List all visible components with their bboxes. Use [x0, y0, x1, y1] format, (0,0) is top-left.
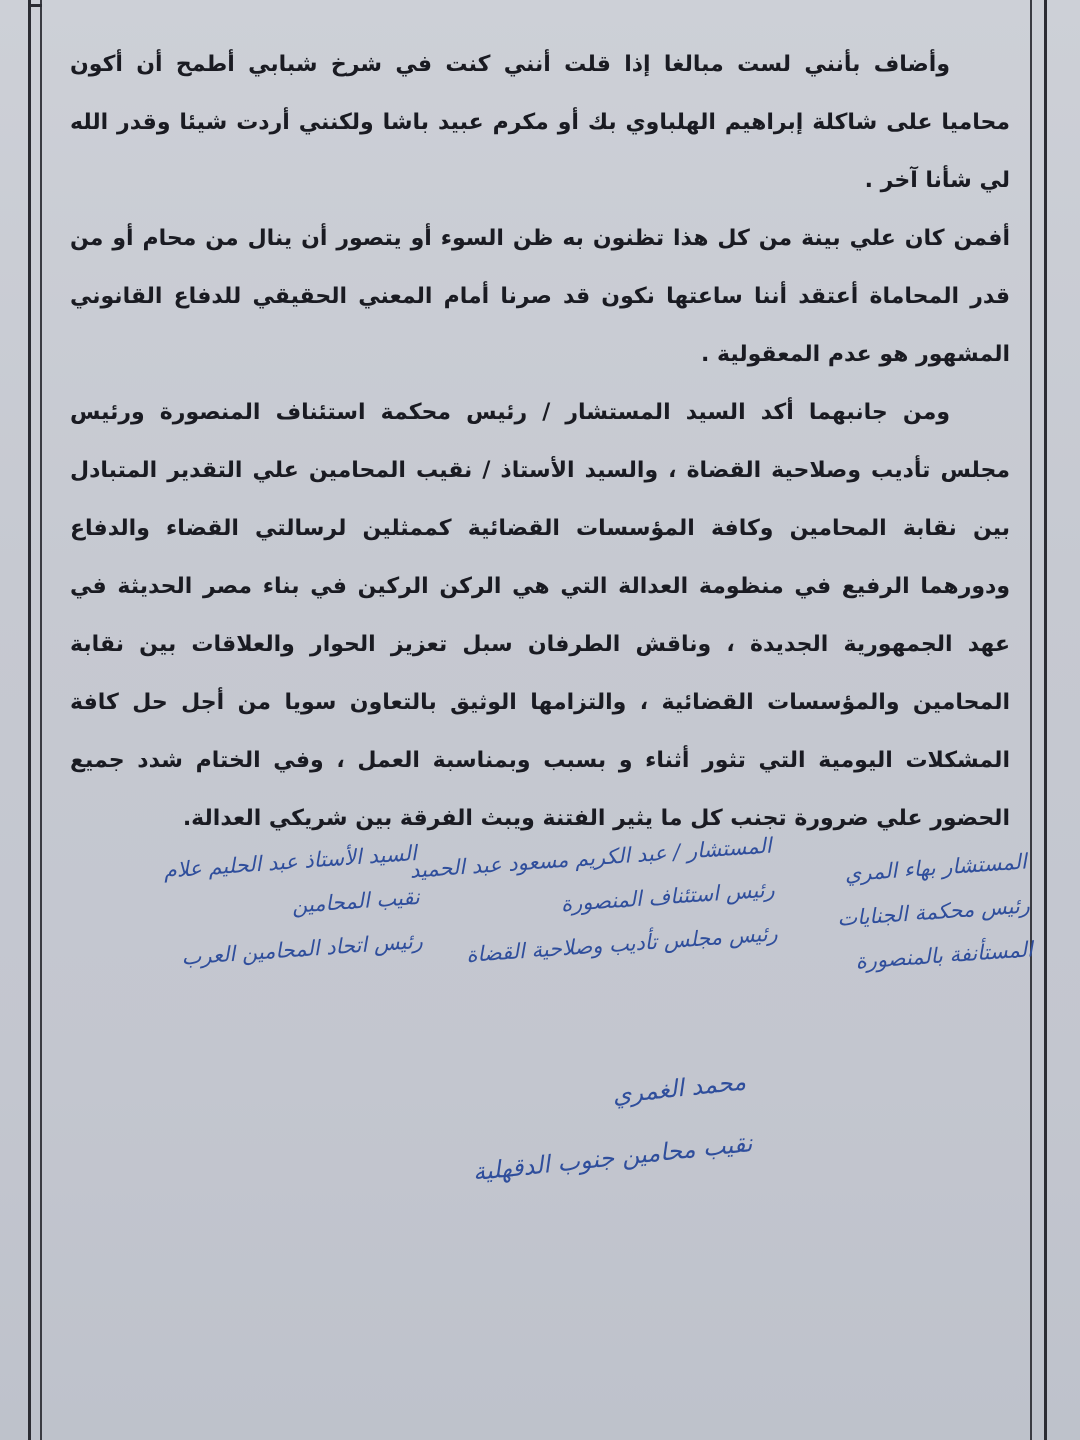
- signature-left-name: السيد الأستاذ عبد الحليم علام: [162, 840, 418, 883]
- paragraph-2: أفمن كان علي بينة من كل هذا تظنون به ظن السوء أو يتصور أن ينال من محام أو من قدر المحاماة أعتقد أننا ساعتها نكون قد صرنا أمام المعني الحقيقي للدفاع القانوني المشهور هو عدم المعقولية .: [70, 226, 1010, 367]
- signature-left: [96, 831, 424, 985]
- signature-right: [776, 839, 1035, 988]
- frame-line-right-inner: [1030, 0, 1032, 1440]
- frame-line-left-outer: [28, 0, 31, 1440]
- frame-line-right-outer: [1044, 0, 1047, 1440]
- signature-right-name: المستشار بهاء المري: [843, 849, 1028, 887]
- frame-corner-mark: [30, 4, 42, 19]
- signature-right-title: رئيس محكمة الجنايات: [836, 893, 1031, 931]
- signature-left-union: رئيس اتحاد المحامين العرب: [180, 928, 424, 970]
- signature-center-title: رئيس استئناف المنصورة: [560, 877, 776, 917]
- signature-center-name: المستشار / عبد الكريم مسعود عبد الحميد: [408, 833, 773, 883]
- paragraph-3: ومن جانبهما أكد السيد المستشار / رئيس محكمة استئناف المنصورة ورئيس مجلس تأديب وصلاحية القضاة ، والسيد الأستاذ / نقيب المحامين علي التقدير المتبادل بين نقابة المحامين وكافة المؤسسات القضائية كممثلين لرسالتي القضاء والدفاع ودورهما الرفيع في منظومة العدالة التي هي الركن الركين في بناء مصر الحديثة في عهد الجمهورية الجديدة ، وناقش الطرفان سبل تعزيز الحوار والعلاقات بين نقابة المحامين والمؤسسات القضائية ، والتزامها الوثيق بالتعاون سويا من أجل حل كافة المشكلات اليومية التي تثور أثناء و بسبب وبمناسبة العمل ، وفي الختام شدد جميع الحضور علي ضرورة تجنب كل ما يثير الفتنة ويبث الفرقة بين شريكي العدالة.: [70, 400, 1010, 831]
- signature-bottom: [365, 1050, 756, 1213]
- signature-right-court: المستأنفة بالمنصورة: [854, 937, 1034, 974]
- document-body: [70, 36, 1010, 848]
- signature-bottom-name: محمد الغمري: [611, 1067, 748, 1110]
- signature-bottom-title: نقيب محامين جنوب الدقهلية: [471, 1129, 754, 1187]
- signature-left-title: نقيب المحامين: [291, 884, 421, 918]
- frame-line-left-inner: [40, 0, 42, 1440]
- signature-center-council: رئيس مجلس تأديب وصلاحية القضاة: [465, 921, 779, 967]
- paragraph-1: وأضاف بأنني لست مبالغا إذا قلت أنني كنت في شرخ شبابي أطمح أن أكون محاميا على شاكلة إبراهيم الهلباوي بك أو مكرم عبيد باشا ولكنني أردت شيئا وقدر الله لي شأنا آخر .: [70, 52, 1010, 193]
